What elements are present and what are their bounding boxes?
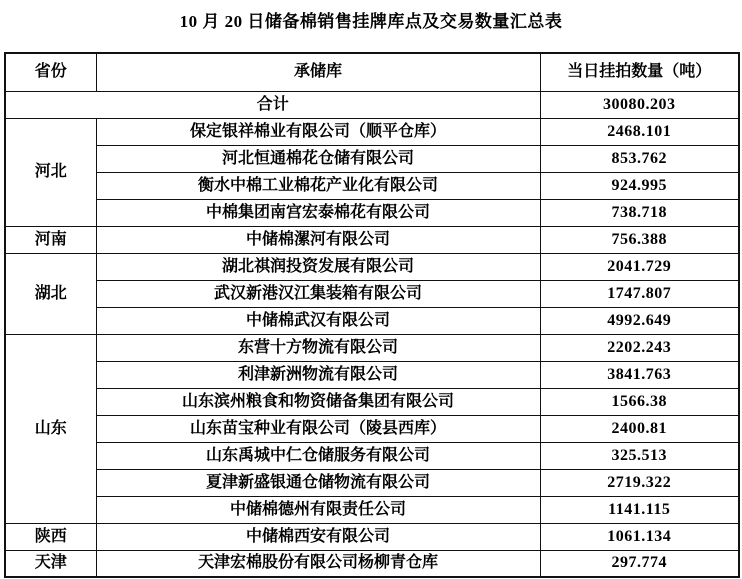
table-row xyxy=(5,469,739,496)
quantity-cell: 2719.322 xyxy=(540,469,739,496)
warehouse-cell: 利津新洲物流有限公司 xyxy=(96,361,540,388)
quantity-cell: 2041.729 xyxy=(540,253,739,280)
warehouse-cell: 天津宏棉股份有限公司杨柳青仓库 xyxy=(96,550,540,577)
page-title: 10 月 20 日储备棉销售挂牌库点及交易数量汇总表 xyxy=(179,12,563,31)
table-row xyxy=(5,550,739,577)
province-cell-shandong: 山东 xyxy=(5,334,96,523)
table-row xyxy=(5,334,739,361)
quantity-cell: 1747.807 xyxy=(540,280,739,307)
warehouse-cell: 山东苗宝种业有限公司（陵县西库） xyxy=(96,415,540,442)
total-value: 30080.203 xyxy=(540,91,739,118)
table-row xyxy=(5,523,739,550)
warehouse-cell: 中储棉武汉有限公司 xyxy=(96,307,540,334)
warehouse-cell: 中储棉德州有限责任公司 xyxy=(96,496,540,523)
table-row xyxy=(5,280,739,307)
quantity-cell: 853.762 xyxy=(540,145,739,172)
warehouse-cell: 保定银祥棉业有限公司（顺平仓库） xyxy=(96,118,540,145)
quantity-cell: 1141.115 xyxy=(540,496,739,523)
table-row xyxy=(5,253,739,280)
warehouse-cell: 山东滨州粮食和物资储备集团有限公司 xyxy=(96,388,540,415)
warehouse-cell: 夏津新盛银通仓储物流有限公司 xyxy=(96,469,540,496)
quantity-cell: 756.388 xyxy=(540,226,739,253)
col-header-province: 省份 xyxy=(5,53,96,91)
province-cell-tianjin: 天津 xyxy=(5,550,96,577)
quantity-cell: 924.995 xyxy=(540,172,739,199)
cotton-summary-table xyxy=(4,52,740,578)
col-header-warehouse: 承储库 xyxy=(96,53,540,91)
warehouse-cell: 河北恒通棉花仓储有限公司 xyxy=(96,145,540,172)
table-row xyxy=(5,361,739,388)
quantity-cell: 3841.763 xyxy=(540,361,739,388)
table-row xyxy=(5,442,739,469)
province-cell-henan: 河南 xyxy=(5,226,96,253)
warehouse-cell: 中储棉西安有限公司 xyxy=(96,523,540,550)
table-row xyxy=(5,118,739,145)
table-row xyxy=(5,307,739,334)
warehouse-cell: 中棉集团南宫宏泰棉花有限公司 xyxy=(96,199,540,226)
total-label: 合计 xyxy=(5,91,540,118)
province-cell-hebei: 河北 xyxy=(5,118,96,226)
quantity-cell: 297.774 xyxy=(540,550,739,577)
header-row xyxy=(5,53,739,91)
quantity-cell: 325.513 xyxy=(540,442,739,469)
table-row xyxy=(5,199,739,226)
quantity-cell: 738.718 xyxy=(540,199,739,226)
table-row xyxy=(5,415,739,442)
total-row xyxy=(5,91,739,118)
quantity-cell: 1566.38 xyxy=(540,388,739,415)
warehouse-cell: 武汉新港汉江集装箱有限公司 xyxy=(96,280,540,307)
quantity-cell: 2468.101 xyxy=(540,118,739,145)
quantity-cell: 1061.134 xyxy=(540,523,739,550)
warehouse-cell: 衡水中棉工业棉花产业化有限公司 xyxy=(96,172,540,199)
warehouse-cell: 湖北祺润投资发展有限公司 xyxy=(96,253,540,280)
table-row xyxy=(5,145,739,172)
table-row xyxy=(5,172,739,199)
quantity-cell: 2202.243 xyxy=(540,334,739,361)
province-cell-shaanxi: 陕西 xyxy=(5,523,96,550)
province-cell-hubei: 湖北 xyxy=(5,253,96,334)
quantity-cell: 2400.81 xyxy=(540,415,739,442)
table-row xyxy=(5,226,739,253)
warehouse-cell: 东营十方物流有限公司 xyxy=(96,334,540,361)
table-row xyxy=(5,496,739,523)
col-header-quantity: 当日挂拍数量（吨） xyxy=(540,53,739,91)
quantity-cell: 4992.649 xyxy=(540,307,739,334)
table-row xyxy=(5,388,739,415)
warehouse-cell: 山东禹城中仁仓储服务有限公司 xyxy=(96,442,540,469)
warehouse-cell: 中储棉漯河有限公司 xyxy=(96,226,540,253)
